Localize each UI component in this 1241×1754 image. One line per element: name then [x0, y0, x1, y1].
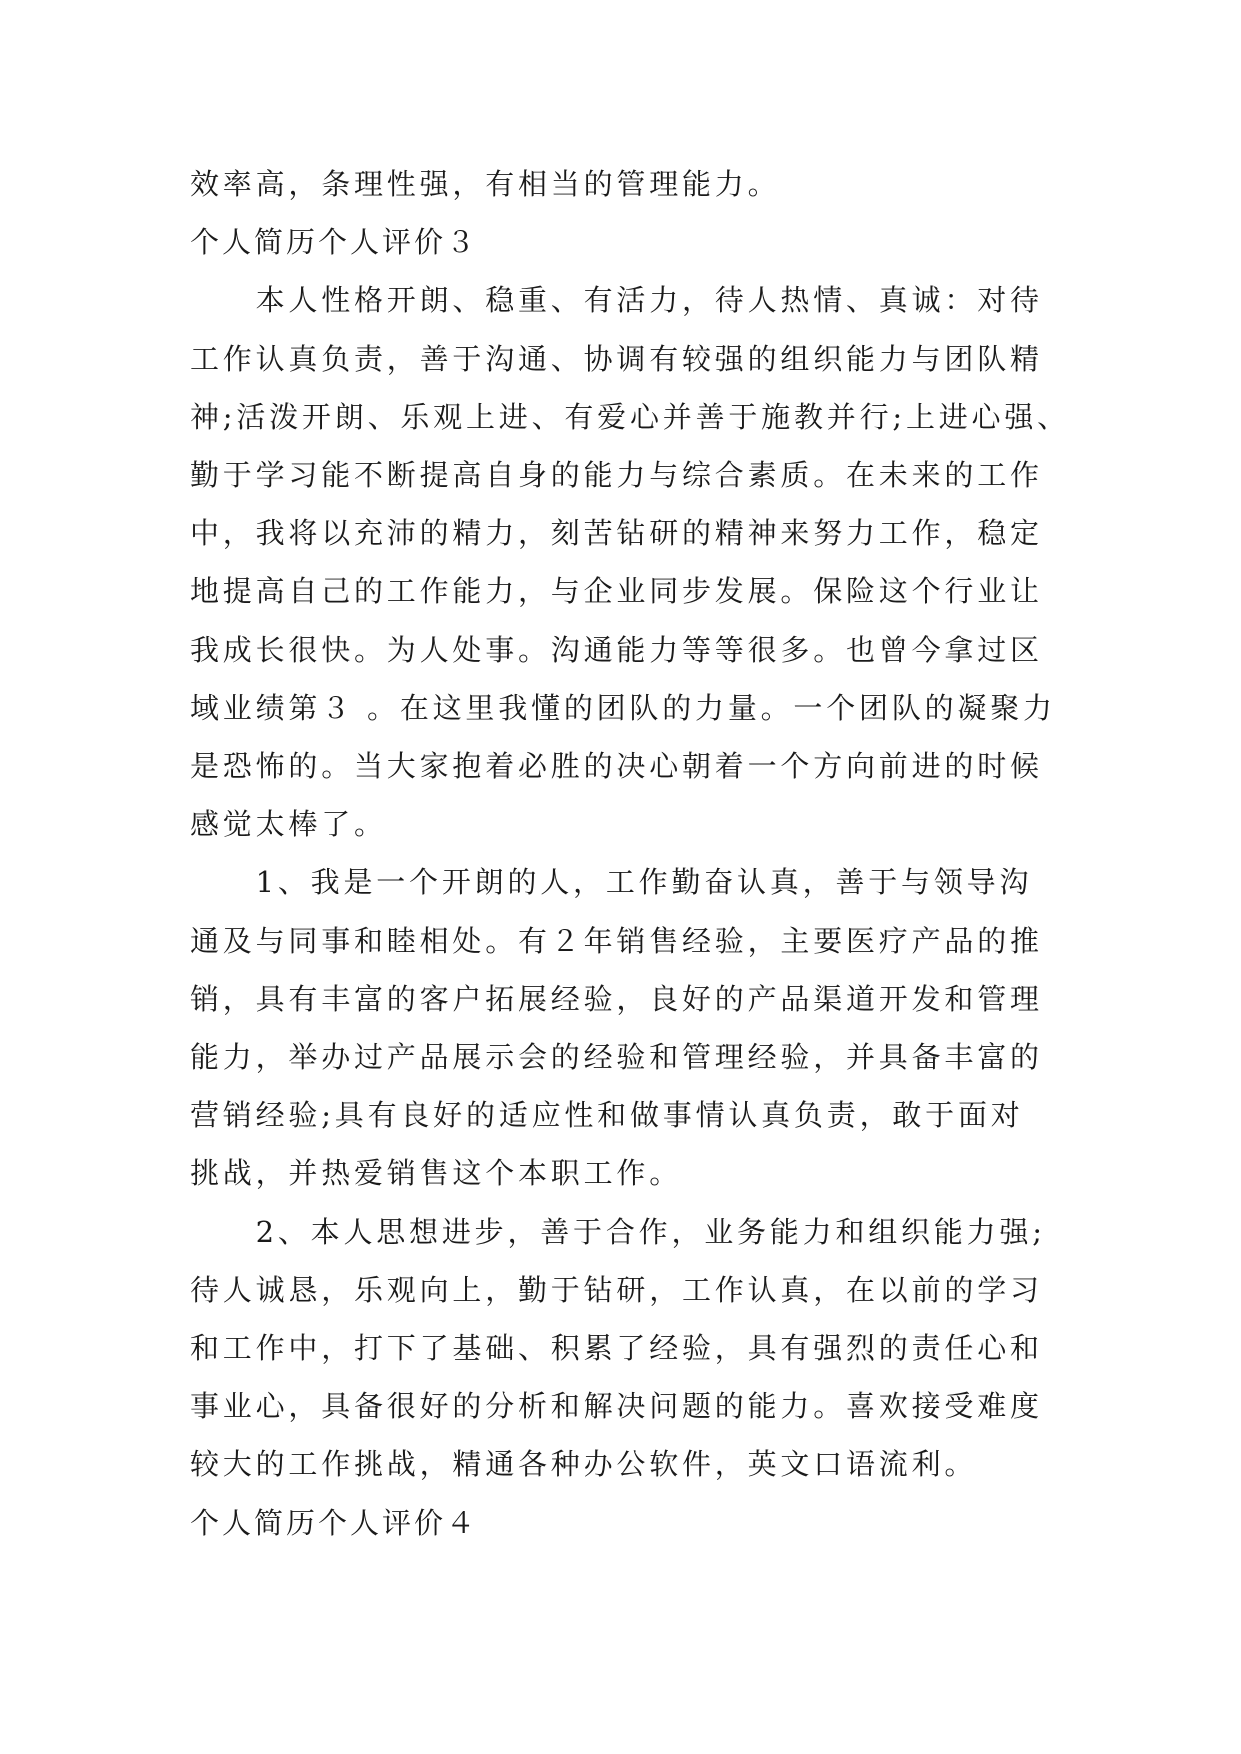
- text-line: 本人性格开朗、稳重、有活力，待人热情、真诚：对待: [190, 283, 1043, 317]
- section-heading: 个人简历个人评价４: [190, 1506, 479, 1540]
- text-line: 是恐怖的。当大家抱着必胜的决心朝着一个方向前进的时候: [190, 749, 1043, 783]
- text-line: 效率高，条理性强，有相当的管理能力。: [190, 167, 781, 201]
- text-line: 中，我将以充沛的精力，刻苦钻研的精神来努力工作，稳定: [190, 516, 1043, 550]
- text-line: 能力，举办过产品展示会的经验和管理经验，并具备丰富的: [190, 1040, 1043, 1074]
- text-line: 较大的工作挑战，精通各种办公软件，英文口语流利。: [190, 1447, 978, 1481]
- text-line: 神;活泼开朗、乐观上进、有爱心并善于施教并行;上进心强、: [190, 400, 1070, 434]
- text-line: 挑战，并热爱销售这个本职工作。: [190, 1156, 683, 1190]
- text-line: 和工作中，打下了基础、积累了经验，具有强烈的责任心和: [190, 1331, 1043, 1365]
- text-line: 通及与同事和睦相处。有２年销售经验，主要医疗产品的推: [190, 924, 1043, 958]
- text-line: 销，具有丰富的客户拓展经验，良好的产品渠道开发和管理: [190, 982, 1043, 1016]
- text-line: 1、我是一个开朗的人，工作勤奋认真，善于与领导沟: [190, 865, 1033, 899]
- text-line: 工作认真负责，善于沟通、协调有较强的组织能力与团队精: [190, 342, 1043, 376]
- text-line: 域业绩第３ 。在这里我懂的团队的力量。一个团队的凝聚力: [190, 691, 1056, 725]
- text-line: 感觉太棒了。: [190, 807, 387, 841]
- section-heading: 个人简历个人评价３: [190, 225, 479, 259]
- text-line: 我成长很快。为人处事。沟通能力等等很多。也曾今拿过区: [190, 633, 1043, 667]
- text-line: 待人诚恳，乐观向上，勤于钻研，工作认真，在以前的学习: [190, 1273, 1043, 1307]
- text-line: 2、本人思想进步，善于合作，业务能力和组织能力强;: [190, 1215, 1046, 1249]
- text-line: 地提高自己的工作能力，与企业同步发展。保险这个行业让: [190, 574, 1043, 608]
- text-line: 营销经验;具有良好的适应性和做事情认真负责，敢于面对: [190, 1098, 1024, 1132]
- text-line: 勤于学习能不断提高自身的能力与综合素质。在未来的工作: [190, 458, 1043, 492]
- text-line: 事业心，具备很好的分析和解决问题的能力。喜欢接受难度: [190, 1389, 1043, 1423]
